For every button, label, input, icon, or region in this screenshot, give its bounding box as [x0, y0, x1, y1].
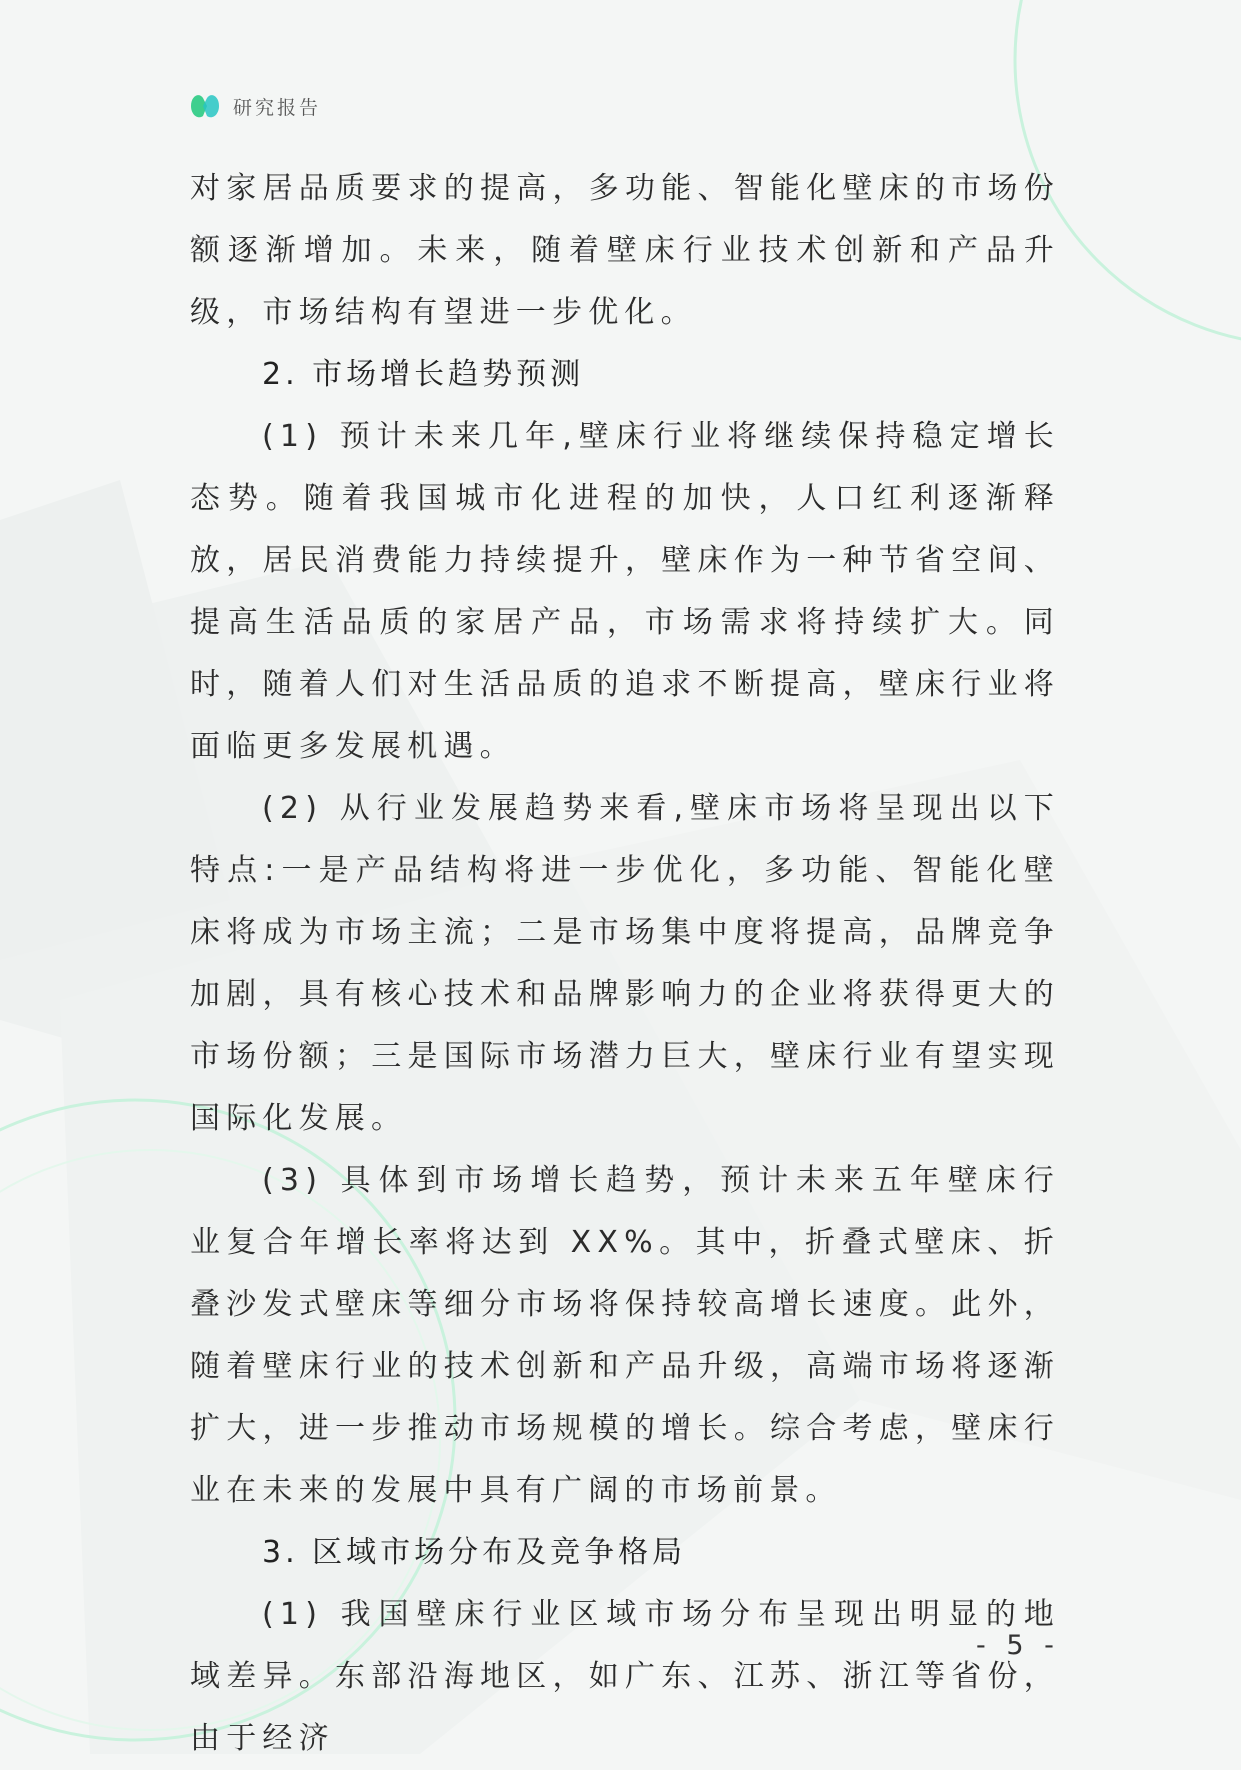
paragraph: (2) 从行业发展趋势来看,壁床市场将呈现出以下特点:一是产品结构将进一步优化，多功能、智能化壁床将成为市场主流；二是市场集中度将提高，品牌竞争加剧，具有核心技术和品牌影响力的企业将获得更大的市场份额；三是国际市场潜力巨大，壁床行业有望实现国际化发展。	[190, 791, 1060, 1136]
page-number: - 5 -	[976, 1630, 1060, 1661]
paragraph: (1) 我国壁床行业区域市场分布呈现出明显的地域差异。东部沿海地区，如广东、江苏、浙江等省份，由于经济	[190, 1597, 1060, 1756]
brand-logo-icon	[187, 88, 223, 124]
report-header	[187, 86, 321, 126]
paragraph: (1) 预计未来几年,壁床行业将继续保持稳定增长态势。随着我国城市化进程的加快，人口红利逐渐释放，居民消费能力持续提升，壁床作为一种节省空间、提高生活品质的家居产品，市场需求将持续扩大。同时，随着人们对生活品质的追求不断提高，壁床行业将面临更多发展机遇。	[190, 419, 1060, 764]
paragraph: (3) 具体到市场增长趋势，预计未来五年壁床行业复合年增长率将达到 XX%。其中，折叠式壁床、折叠沙发式壁床等细分市场将保持较高增长速度。此外，随着壁床行业的技术创新和产品升级，高端市场将逐渐扩大，进一步推动市场规模的增长。综合考虑，壁床行业在未来的发展中具有广阔的市场前景。	[190, 1163, 1060, 1508]
paragraph: 对家居品质要求的提高，多功能、智能化壁床的市场份额逐渐增加。未来，随着壁床行业技术创新和产品升级，市场结构有望进一步优化。	[190, 171, 1060, 330]
section-heading: 3. 区域市场分布及竞争格局	[262, 1535, 687, 1570]
header-title: 研究报告	[233, 96, 322, 119]
section-heading: 2. 市场增长趋势预测	[262, 357, 585, 392]
document-body	[190, 158, 1060, 1770]
